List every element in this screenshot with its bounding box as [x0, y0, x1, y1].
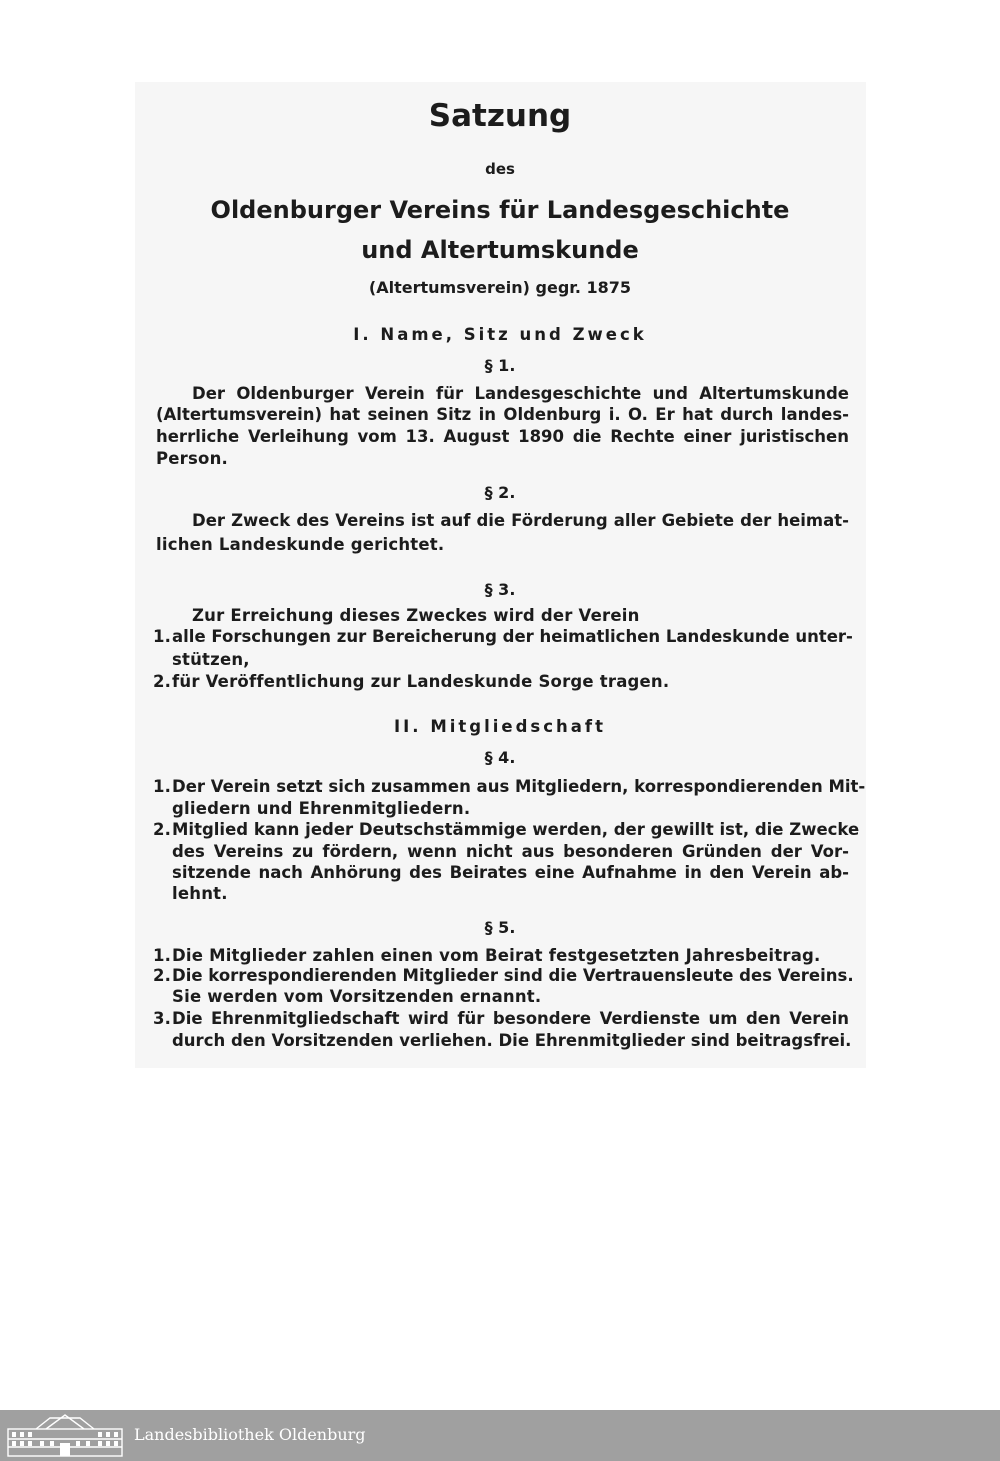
p2-line-1: Der Zweck des Vereins ist auf die Förderung aller Gebiete der heimat-: [192, 511, 849, 530]
p4-item1-line-2: gliedern und Ehrenmitgliedern.: [172, 799, 471, 818]
document-des: des: [485, 160, 515, 178]
p3-item2-line-1: für Veröffentlichung zur Landeskunde Sorge tragen.: [172, 672, 670, 691]
library-footer: [0, 1410, 1000, 1461]
library-building-icon: [6, 1413, 124, 1458]
paragraph-label-1: § 1.: [484, 356, 516, 375]
document-subtitle: (Altertumsverein) gegr. 1875: [368, 278, 632, 297]
org-name-line1: Oldenburger Vereins für Landesgeschichte: [210, 196, 790, 224]
p4-item2-line-4: lehnt.: [172, 884, 228, 903]
paragraph-label-5: § 5.: [484, 918, 516, 937]
p3-item1-number: 1.: [153, 627, 172, 646]
p5-item3-line-2: durch den Vorsitzenden verliehen. Die Ehrenmitglieder sind beitragsfrei.: [172, 1031, 852, 1050]
paragraph-label-3: § 3.: [484, 580, 516, 599]
p4-item2-line-2: des Vereins zu fördern, wenn nicht aus besonderen Gründen der Vor-: [172, 842, 849, 861]
section-heading-1: I. Name, Sitz und Zweck: [353, 325, 647, 344]
p5-item2-line-2: Sie werden vom Vorsitzenden ernannt.: [172, 987, 542, 1006]
document-title: Satzung: [428, 98, 572, 134]
p5-item3-number: 3.: [153, 1009, 172, 1028]
p3-item1-line-1: alle Forschungen zur Bereicherung der heimatlichen Landeskunde unter-: [172, 627, 853, 646]
p3-intro: Zur Erreichung dieses Zweckes wird der Verein: [192, 606, 640, 625]
section-heading-2: II. Mitgliedschaft: [394, 717, 606, 736]
p5-item2-number: 2.: [153, 966, 172, 985]
p4-item1-number: 1.: [153, 777, 172, 796]
library-name: Landesbibliothek Oldenburg: [134, 1425, 366, 1444]
p1-line-4: Person.: [156, 449, 228, 468]
p3-item1-line-2: stützen,: [172, 650, 250, 669]
p1-line-2: (Altertumsverein) hat seinen Sitz in Oldenburg i. O. Er hat durch landes-: [156, 405, 849, 424]
p2-line-2: lichen Landeskunde gerichtet.: [156, 535, 445, 554]
p4-item1-line-1: Der Verein setzt sich zusammen aus Mitgliedern, korrespondierenden Mit-: [172, 777, 866, 796]
p4-item2-line-1: Mitglied kann jeder Deutschstämmige werden, der gewillt ist, die Zwecke: [172, 820, 860, 839]
paragraph-label-2: § 2.: [484, 483, 516, 502]
paragraph-label-4: § 4.: [484, 748, 516, 767]
p5-item1-number: 1.: [153, 946, 172, 965]
p5-item3-line-1: Die Ehrenmitgliedschaft wird für besondere Verdienste um den Verein: [172, 1009, 849, 1028]
p1-line-1: Der Oldenburger Verein für Landesgeschichte und Altertumskunde: [192, 384, 849, 403]
p4-item2-number: 2.: [153, 820, 172, 839]
p3-item2-number: 2.: [153, 672, 172, 691]
p5-item1-line-1: Die Mitglieder zahlen einen vom Beirat festgesetzten Jahresbeitrag.: [172, 946, 821, 965]
p4-item2-line-3: sitzende nach Anhörung des Beirates eine Aufnahme in den Verein ab-: [172, 863, 849, 882]
p1-line-3: herrliche Verleihung vom 13. August 1890 die Rechte einer juristischen: [156, 427, 849, 446]
p5-item2-line-1: Die korrespondierenden Mitglieder sind die Vertrauensleute des Vereins.: [172, 966, 854, 985]
org-name-line2: und Altertumskunde: [361, 236, 639, 264]
